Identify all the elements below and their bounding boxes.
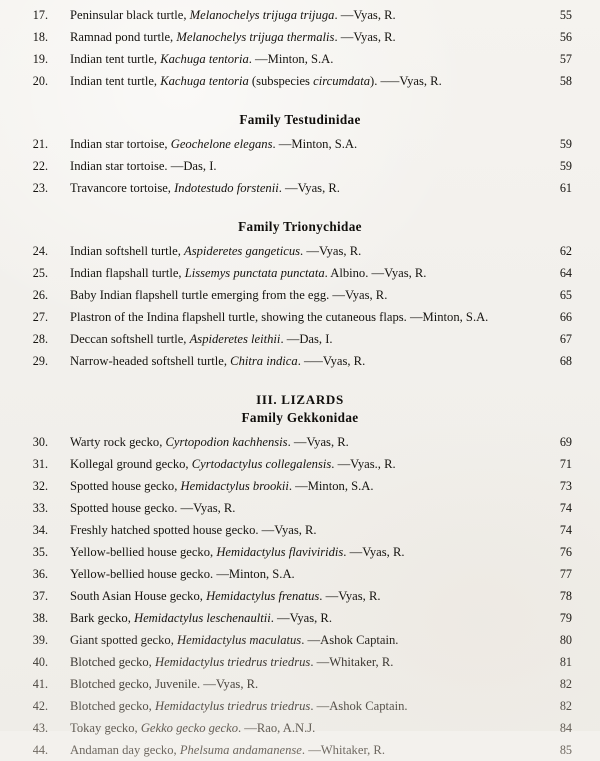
page-number: 71 [559,457,572,471]
caption-text: Indian tent turtle, [70,74,161,88]
entry-number: 22. [32,159,48,173]
page-number: 67 [559,332,572,346]
entry-number: 29. [32,354,48,368]
page-number: 61 [559,181,572,195]
list-item [0,70,600,92]
caption-text: . —Vyas, R. [278,181,340,195]
entry-number: 23. [32,181,48,195]
caption-text: (subspecies [248,74,314,88]
entry-number: 33. [32,501,48,515]
entry-caption [48,607,524,629]
entry-caption [48,133,524,155]
family-header-trionychidae: Family Trionychidae [238,219,362,234]
scientific-name: Melanochelys trijuga thermalis [176,30,335,44]
entry-number: 25. [32,266,48,280]
entry-caption [48,695,524,717]
caption-text: Spotted house gecko, [70,479,181,493]
entry-number: 39. [32,633,48,647]
family-header-gekkonidae: Family Gekkonidae [241,410,359,425]
list-item [0,695,600,717]
scientific-name: Hemidactylus leschenaultii [134,611,271,625]
list-item [0,240,600,262]
list-item [0,328,600,350]
caption-text: Plastron of the Indina flapshell turtle, showing the cutaneous flaps. —Minton, S.A. [70,310,489,324]
entry-caption [48,70,524,92]
entry-number: 37. [32,589,48,603]
page-number: 84 [559,721,572,735]
entry-number: 31. [32,457,48,471]
scientific-name: Indotestudo forstenii [174,181,279,195]
caption-text: Indian star tortoise, [70,137,171,151]
caption-text: . —Minton, S.A. [248,52,334,66]
page-number: 77 [559,567,572,581]
entry-caption [48,717,524,739]
scientific-name: circumdata [313,74,371,88]
page-number: 82 [559,699,572,713]
entry-caption [48,563,524,585]
section-header-lizards: III. LIZARDS [256,392,344,407]
caption-text: Andaman day gecko, [70,743,180,757]
entry-caption [48,328,524,350]
page-number: 73 [559,479,572,493]
list-item [0,519,600,541]
entry-number: 27. [32,310,48,324]
scientific-name: Cyrtopodion kachhensis [165,435,288,449]
entry-number: 19. [32,52,48,66]
entry-caption [48,26,524,48]
page-number: 74 [559,523,572,537]
scientific-name: Hemidactylus frenatus [206,589,320,603]
caption-text: Indian star tortoise. —Das, I. [70,159,217,173]
scientific-name: Hemidactylus triedrus triedrus [154,699,311,713]
entry-number: 43. [32,721,48,735]
caption-text: Indian tent turtle, [70,52,161,66]
page-number: 76 [559,545,572,559]
caption-text: Blotched gecko, [70,699,155,713]
caption-text: . —Whitaker, R. [310,655,394,669]
page-number: 80 [559,633,572,647]
entry-number: 21. [32,137,48,151]
entry-caption [48,541,524,563]
list-item [0,177,600,199]
entry-number: 35. [32,545,48,559]
scientific-name: Phelsuma andamanense [179,743,302,757]
entries-group-testudines-continued [0,4,600,92]
caption-text: . —Vyas, R. [300,244,362,258]
scientific-name: Gekko gecko gecko [140,721,238,735]
caption-text: Spotted house gecko. —Vyas, R. [70,501,236,515]
caption-text: Kollegal ground gecko, [70,457,192,471]
entry-number: 18. [32,30,48,44]
entry-number: 32. [32,479,48,493]
scientific-name: Aspideretes leithii [189,332,281,346]
caption-text: . —Das, I. [280,332,333,346]
entry-caption [48,431,524,453]
page-number: 69 [559,435,572,449]
page-number: 62 [559,244,572,258]
caption-text: . —Whitaker, R. [301,743,385,757]
entry-caption [48,497,524,519]
list-item [0,563,600,585]
scientific-name: Kachuga tentoria [160,74,249,88]
entry-caption [48,4,524,26]
caption-text: Yellow-bellied house gecko. —Minton, S.A. [70,567,295,581]
entry-number: 30. [32,435,48,449]
page-number: 81 [559,655,572,669]
caption-text: Narrow-headed softshell turtle, [70,354,231,368]
entry-number: 36. [32,567,48,581]
caption-text: Blotched gecko, [70,655,155,669]
caption-text: . —Minton, S.A. [288,479,374,493]
page-number: 56 [559,30,572,44]
entry-caption [48,306,524,328]
caption-text: Ramnad pond turtle, [70,30,177,44]
list-item [0,350,600,372]
entry-number: 38. [32,611,48,625]
entry-caption [48,519,524,541]
list-item [0,541,600,563]
page-number: 66 [559,310,572,324]
list-item [0,4,600,26]
caption-text: . —Vyas, R. [334,8,396,22]
list-item [0,453,600,475]
scientific-name: Cyrtodactylus collegalensis [191,457,332,471]
caption-text: . —Vyas, R. [287,435,349,449]
caption-text: . —Vyas, R. [319,589,381,603]
list-item [0,262,600,284]
caption-text: Freshly hatched spotted house gecko. —Vyas, R. [70,523,317,537]
list-item [0,306,600,328]
entries-group-testudinidae [0,133,600,199]
caption-text: . —Vyas, R. [343,545,405,559]
entry-caption [48,48,524,70]
scientific-name: Aspideretes gangeticus [184,244,301,258]
scientific-name: Hemidactylus flaviviridis [216,545,344,559]
entry-number: 20. [32,74,48,88]
entry-caption [48,350,524,372]
scientific-name: Hemidactylus brookii [180,479,289,493]
list-item [0,673,600,695]
list-item [0,717,600,739]
caption-text: . —Rao, A.N.J. [238,721,316,735]
scientific-name: Melanochelys trijuga trijuga [189,8,335,22]
entry-number: 44. [32,743,48,757]
page-number: 79 [559,611,572,625]
page-number: 78 [559,589,572,603]
caption-text: . —Ashok Captain. [310,699,408,713]
entry-number: 26. [32,288,48,302]
caption-text: Peninsular black turtle, [70,8,190,22]
page-number: 55 [559,8,572,22]
caption-text: Indian softshell turtle, [70,244,185,258]
caption-text: . —Vyas, R. [270,611,332,625]
list-item [0,431,600,453]
caption-text: . —Vyas, R. [334,30,396,44]
caption-text: Baby Indian flapshell turtle emerging from the egg. —Vyas, R. [70,288,388,302]
caption-text: Indian flapshall turtle, [70,266,185,280]
page-number: 68 [559,354,572,368]
entry-number: 40. [32,655,48,669]
caption-text: South Asian House gecko, [70,589,207,603]
caption-text: . —Minton, S.A. [272,137,358,151]
page-number: 64 [559,266,572,280]
list-item [0,475,600,497]
list-item [0,629,600,651]
entry-number: 28. [32,332,48,346]
page-number: 65 [559,288,572,302]
entry-caption [48,453,524,475]
scientific-name: Kachuga tentoria [160,52,249,66]
entry-caption [48,651,524,673]
caption-text: Warty rock gecko, [70,435,166,449]
caption-text: Giant spotted gecko, [70,633,178,647]
page-number: 57 [559,52,572,66]
list-item [0,739,600,761]
list-item [0,133,600,155]
caption-text: Tokay gecko, [70,721,141,735]
list-item [0,651,600,673]
caption-text: Deccan softshell turtle, [70,332,190,346]
entry-caption [48,177,524,199]
caption-text: ). –—Vyas, R. [370,74,442,88]
list-item [0,497,600,519]
caption-text: . Albino. —Vyas, R. [324,266,427,280]
caption-text: Bark gecko, [70,611,134,625]
entry-number: 24. [32,244,48,258]
entry-caption [48,284,524,306]
caption-text: . –—Vyas, R. [297,354,366,368]
entry-caption [48,629,524,651]
page-number: 58 [559,74,572,88]
caption-text: Travancore tortoise, [70,181,175,195]
entry-caption [48,475,524,497]
entry-caption [48,673,524,695]
scientific-name: Geochelone elegans [170,137,273,151]
caption-text: Blotched gecko, Juvenile. —Vyas, R. [70,677,259,691]
entry-caption [48,739,524,761]
caption-text: Yellow-bellied house gecko, [70,545,217,559]
list-item [0,26,600,48]
page-number: 82 [559,677,572,691]
list-item [0,48,600,70]
entry-number: 34. [32,523,48,537]
page-number: 59 [559,137,572,151]
list-item [0,284,600,306]
page-number: 85 [559,743,572,757]
family-header-testudinidae: Family Testudinidae [239,112,361,127]
scientific-name: Chitra indica [230,354,298,368]
page-number: 59 [559,159,572,173]
page-number: 74 [559,501,572,515]
scientific-name: Lissemys punctata punctata [184,266,325,280]
entry-caption [48,585,524,607]
list-item [0,585,600,607]
entry-caption [48,155,524,177]
entry-number: 41. [32,677,48,691]
list-item [0,155,600,177]
entry-caption [48,262,524,284]
entry-number: 17. [32,8,48,22]
entries-group-gekkonidae [0,431,600,761]
caption-text: . —Vyas., R. [331,457,396,471]
entry-caption [48,240,524,262]
caption-text: . —Ashok Captain. [301,633,399,647]
entry-number: 42. [32,699,48,713]
scientific-name: Hemidactylus triedrus triedrus [154,655,311,669]
entries-group-trionychidae [0,240,600,372]
list-item [0,607,600,629]
scientific-name: Hemidactylus maculatus [177,633,302,647]
